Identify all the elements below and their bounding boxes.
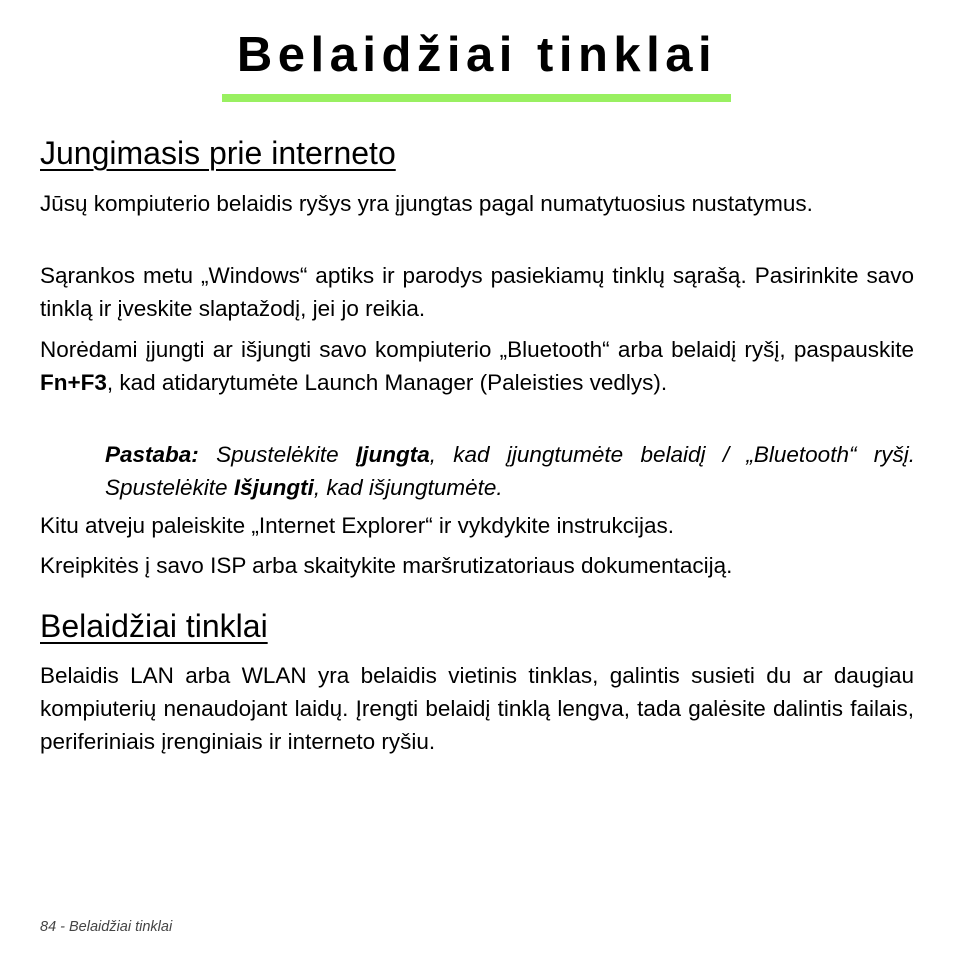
- bluetooth-text-start: Norėdami įjungti ar išjungti savo kompiuterio „Bluetooth“ arba belaidį ryšį, paspauskite: [40, 337, 914, 362]
- note-label: Pastaba:: [105, 442, 199, 467]
- note-text-2: , kad įjungtumėte belaidį / „Bluetooth“ ryšį. Spustelėkite: [105, 442, 916, 500]
- section-heading-wireless: Belaidžiai tinklai: [40, 608, 268, 644]
- title-underline-rule: [222, 94, 731, 102]
- paragraph-internet-explorer: Kitu atveju paleiskite „Internet Explorer“ ir vykdykite instrukcijas.: [40, 513, 674, 538]
- note-text-3: , kad išjungtumėte.: [313, 475, 503, 500]
- page-footer: 84 - Belaidžiai tinklai: [40, 919, 173, 935]
- note-text-1: Spustelėkite: [198, 442, 356, 467]
- note-off-term: Išjungti: [233, 475, 314, 500]
- key-combination: Fn+F3: [40, 370, 107, 395]
- paragraph-wlan: Belaidis LAN arba WLAN yra belaidis vietinis tinklas, galintis susieti du ar daugiau kompiuterių nenaudojant laidų. Įrengti belaidį tinklą lengva, tada galėsite dalintis failais, periferiniais įrenginiais ir interneto ryšiu.: [40, 663, 914, 754]
- page-title: Belaidžiai tinklai: [236, 28, 718, 82]
- bluetooth-text-end: , kad atidarytumėte Launch Manager (Paleisties vedlys).: [106, 370, 668, 395]
- paragraph-isp: Kreipkitės į savo ISP arba skaitykite maršrutizatoriaus dokumentaciją.: [40, 553, 733, 578]
- title-underline-bar: [222, 94, 731, 102]
- note-on-term: Įjungta: [355, 442, 430, 467]
- note-block: [105, 438, 915, 504]
- paragraph-wireless-default: Jūsų kompiuterio belaidis ryšys yra įjungtas pagal numatytuosius nustatymus.: [40, 191, 813, 216]
- paragraph-windows-setup: Sąrankos metu „Windows“ aptiks ir parodys pasiekiamų tinklų sąrašą. Pasirinkite savo tinklą ir įveskite slaptažodį, jei jo reikia.: [40, 263, 914, 321]
- paragraph-bluetooth-toggle: [40, 333, 914, 399]
- section-heading-internet: Jungimasis prie interneto: [40, 135, 396, 171]
